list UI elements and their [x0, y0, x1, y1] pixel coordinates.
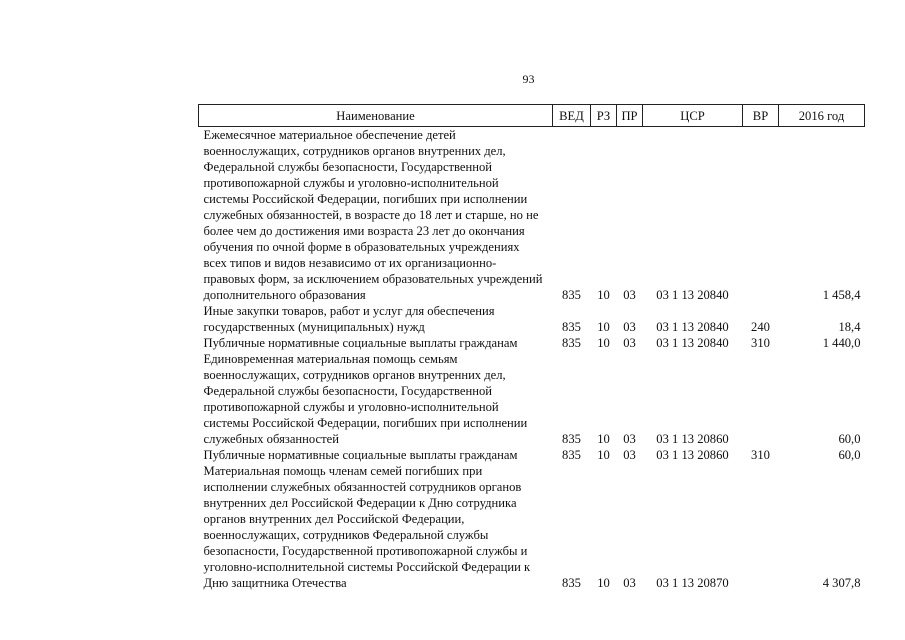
row-amount: 18,4 — [838, 320, 861, 334]
row-name: Ежемесячное материальное обеспечение детей военнослужащих, сотрудников органов внутренних дел, Федеральной службы безопасности, Государственной противопожарной службы и уголовно-исполнительной системы Российской Федерации, погибших при исполнении служебных обязанностей, в возрасте до 18 лет и старше, но не более чем до достижения ими возраста 23 лет до окончания обучения по очной форме в образовательных учреждениях всех типов и видов независимо от их организационно-правовых форм, за исключением образовательных учреждений дополнительного образования — [203, 128, 543, 302]
row-pr: 03 — [623, 448, 636, 462]
row-pr: 03 — [623, 576, 636, 590]
row-ved: 835 — [562, 288, 581, 302]
row-name: Публичные нормативные социальные выплаты гражданам — [203, 336, 518, 350]
header-pr: ПР — [617, 105, 643, 127]
row-vr — [743, 463, 779, 591]
row-vr: 310 — [751, 336, 770, 350]
header-csr: ЦСР — [643, 105, 743, 127]
table-row — [199, 335, 865, 351]
row-pr: 03 — [623, 336, 636, 350]
row-vr: 240 — [751, 320, 770, 334]
row-ved: 835 — [562, 432, 581, 446]
row-amount: 1 440,0 — [822, 336, 861, 350]
page-number: 93 — [522, 72, 535, 86]
header-ved: ВЕД — [553, 105, 591, 127]
row-name: Иные закупки товаров, работ и услуг для обеспечения государственных (муниципальных) нужд — [203, 304, 495, 334]
row-pr: 03 — [623, 432, 636, 446]
row-ved: 835 — [562, 448, 581, 462]
row-csr: 03 1 13 20870 — [656, 576, 729, 590]
row-rz: 10 — [597, 576, 610, 590]
row-rz: 10 — [597, 320, 610, 334]
table-header-row — [199, 105, 865, 127]
row-csr: 03 1 13 20840 — [656, 320, 729, 334]
row-name: Публичные нормативные социальные выплаты гражданам — [203, 448, 518, 462]
row-csr: 03 1 13 20840 — [656, 336, 729, 350]
row-name: Единовременная материальная помощь семьям военнослужащих, сотрудников органов внутренних дел, Федеральной службы безопасности, Государственной противопожарной службы и уголовно-исполнительной системы Российской Федерации, погибших при исполнении служебных обязанностей — [203, 352, 528, 446]
row-vr — [743, 127, 779, 304]
row-csr: 03 1 13 20860 — [656, 448, 729, 462]
row-amount: 60,0 — [838, 432, 861, 446]
row-csr: 03 1 13 20860 — [656, 432, 729, 446]
row-amount: 60,0 — [838, 448, 861, 462]
table-row — [199, 447, 865, 463]
table-row — [199, 303, 865, 335]
table-row — [199, 127, 865, 304]
table-row — [199, 463, 865, 591]
row-amount: 1 458,4 — [822, 288, 861, 302]
row-amount: 4 307,8 — [822, 576, 861, 590]
row-rz: 10 — [597, 432, 610, 446]
row-csr: 03 1 13 20840 — [656, 288, 729, 302]
header-rz: РЗ — [591, 105, 617, 127]
row-vr: 310 — [751, 448, 770, 462]
budget-table — [198, 104, 865, 591]
header-vr: ВР — [743, 105, 779, 127]
header-year: 2016 год — [779, 105, 865, 127]
row-rz: 10 — [597, 336, 610, 350]
row-ved: 835 — [562, 336, 581, 350]
header-name: Наименование — [199, 105, 553, 127]
row-name: Материальная помощь членам семей погибших при исполнении служебных обязанностей сотрудников органов внутренних дел Российской Федерации к Дню сотрудника органов внутренних дел Российской Федерации, военнослужащих, сотрудников Федеральной службы безопасности, Государственной противопожарной службы и уголовно-исполнительной системы Российской Федерации к Дню защитника Отечества — [203, 464, 531, 590]
row-ved: 835 — [562, 320, 581, 334]
table-row — [199, 351, 865, 447]
row-pr: 03 — [623, 288, 636, 302]
row-rz: 10 — [597, 448, 610, 462]
row-pr: 03 — [623, 320, 636, 334]
row-ved: 835 — [562, 576, 581, 590]
row-vr — [743, 351, 779, 447]
row-rz: 10 — [597, 288, 610, 302]
